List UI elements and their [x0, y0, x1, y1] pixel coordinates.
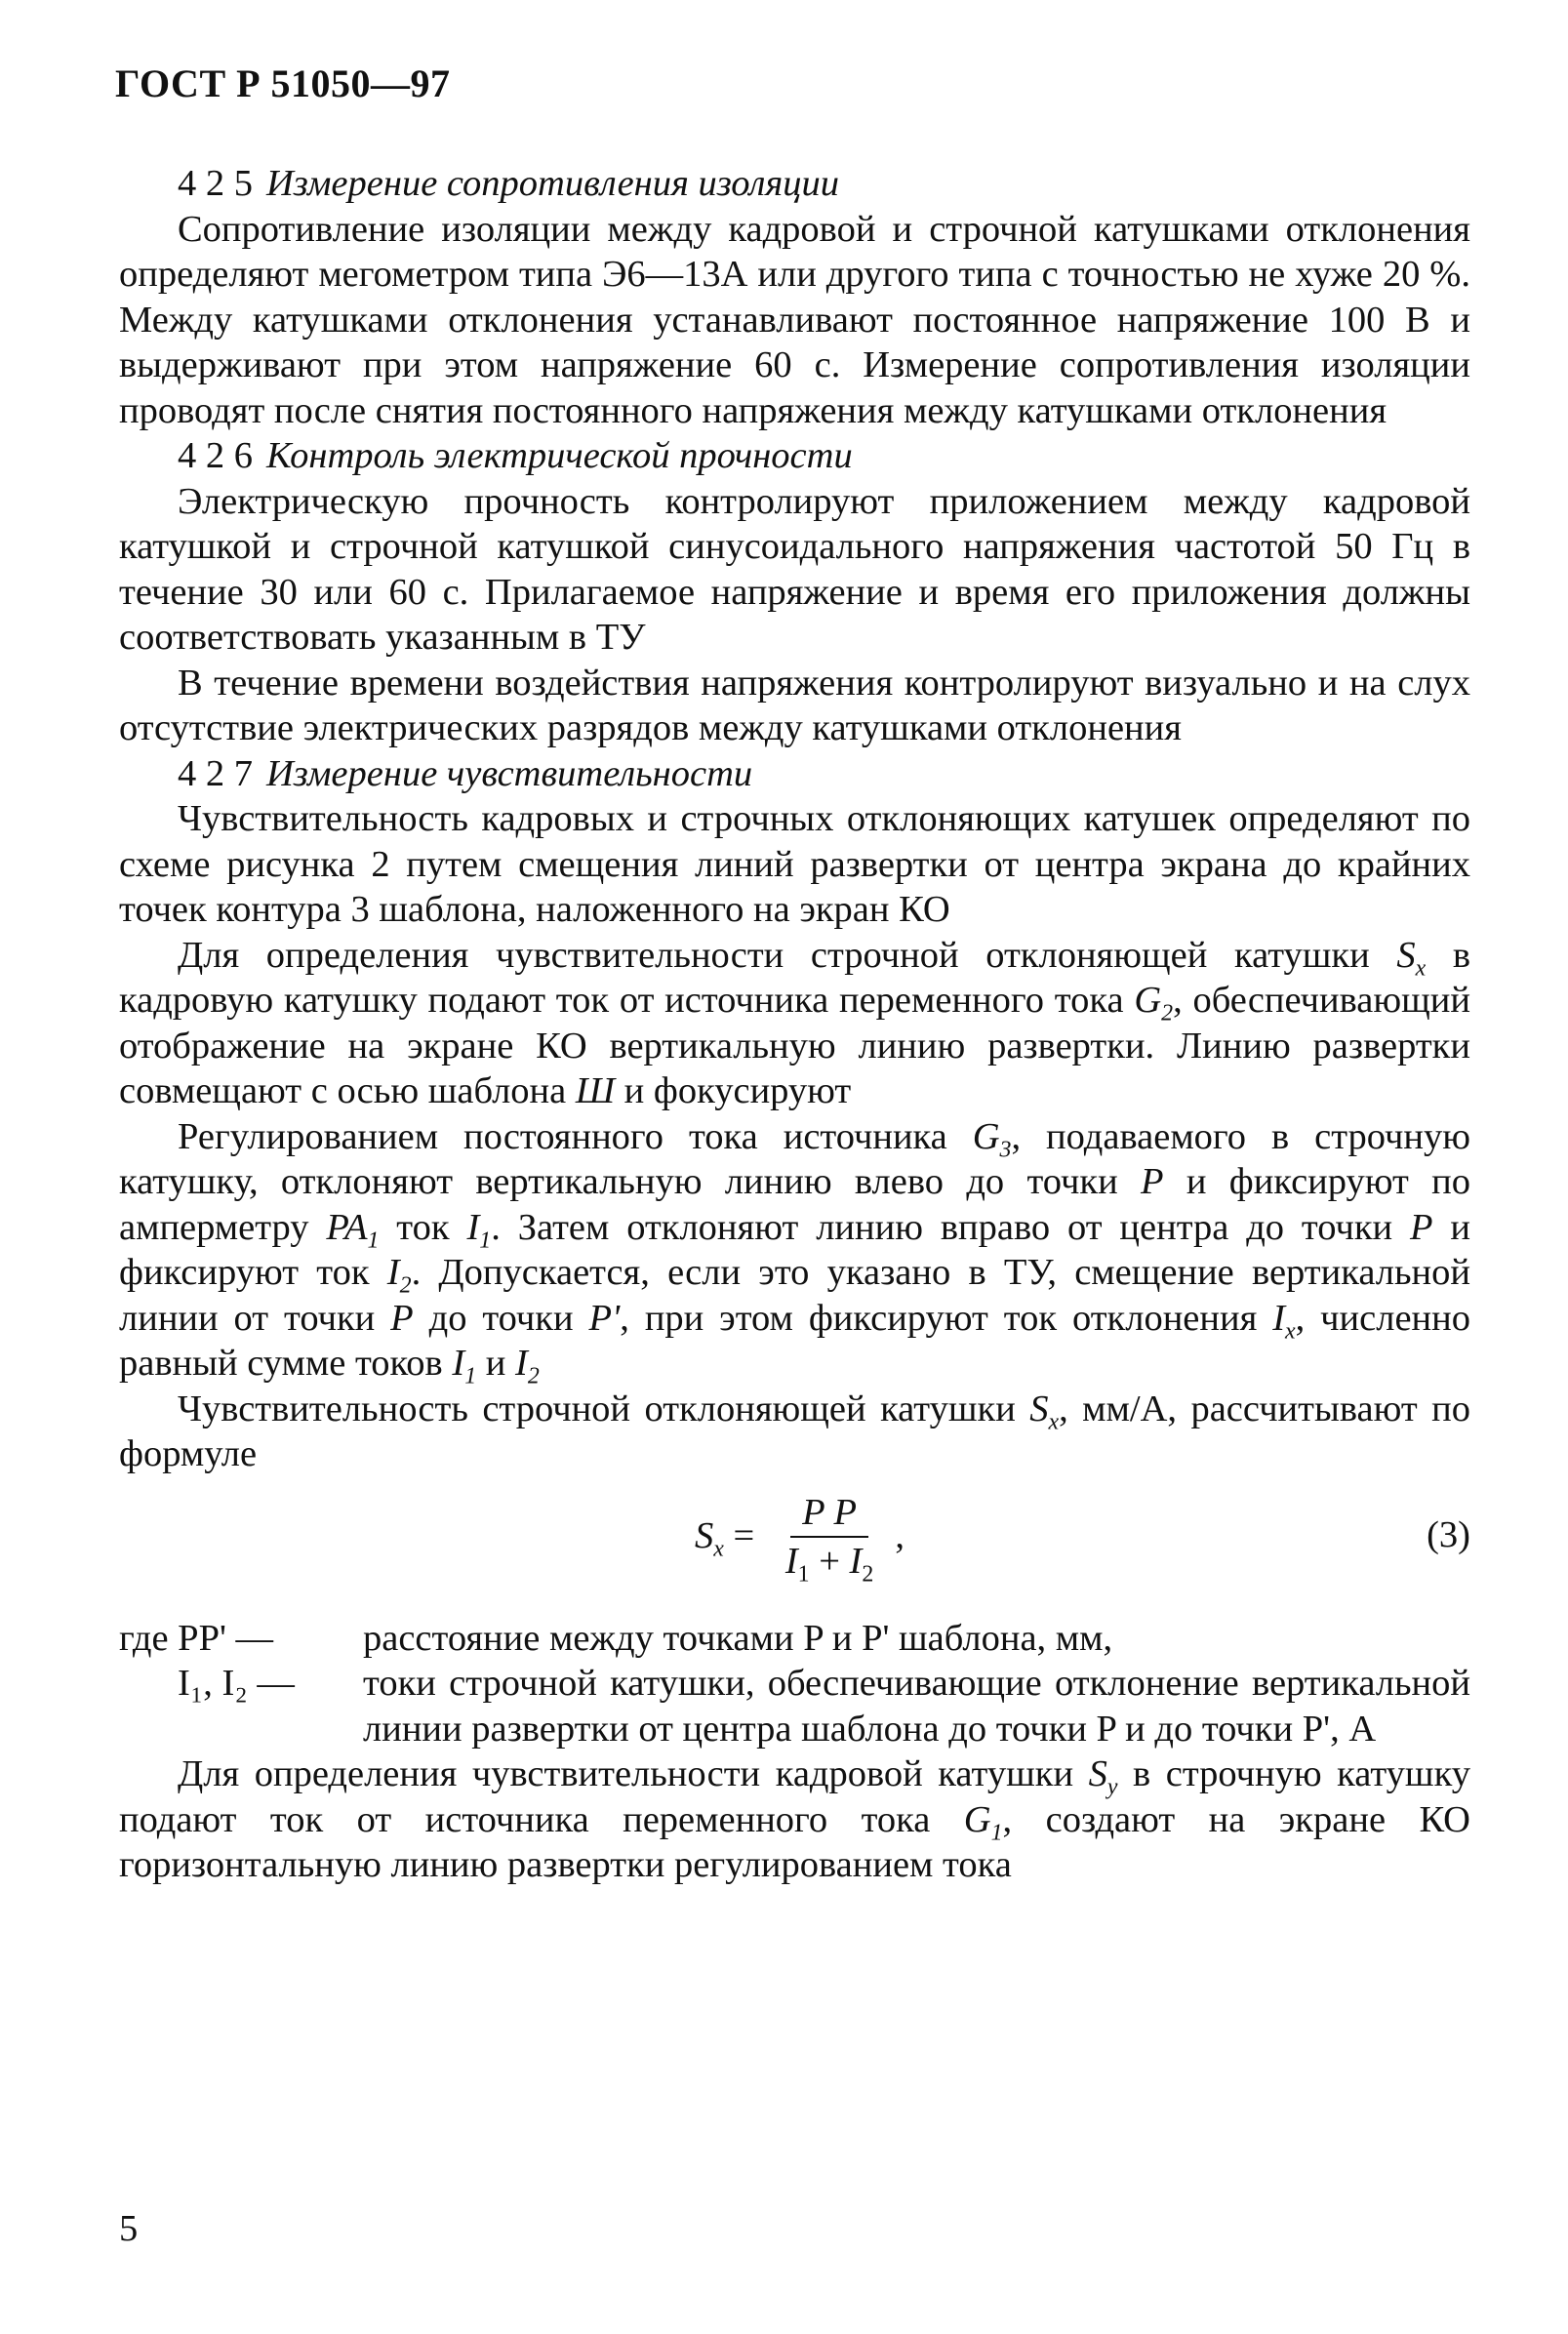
section-heading-4-2-6: 4 2 6 Контроль электрической прочности	[178, 435, 853, 476]
legend-row: I₁, I₂ — токи строчной катушки, обеспечивающие отклонение вертикальной линии развертки от центра шаблона до точки P и до точки P', А	[178, 1663, 1470, 1750]
symbol-sx: $S_x$	[1396, 934, 1427, 981]
symbol-p-prime: P'	[588, 1297, 621, 1339]
paragraph: Чувствительность кадровых и строчных отклоняющих катушек определяют по схеме рисунка 2 путем смещения линий развертки от центра экрана до крайних точек контура 3 шаблона, наложенного на экран КО	[119, 798, 1470, 930]
symbol-sx: $S_x$	[1029, 1388, 1060, 1434]
paragraph: Для определения чувствительности кадровой катушки $S_y$ в строчную катушку подают ток от источника переменного тока $G_1$, создают на экране КО горизонтальную линию развертки регулированием тока	[119, 1753, 1470, 1885]
formula-denominator: $I_1 + I_2$	[784, 1540, 874, 1587]
paragraph: Чувствительность строчной отклоняющей катушки $S_x$, мм/А, рассчитывают по формуле	[119, 1388, 1470, 1474]
symbol-sy: $S_y$	[1088, 1753, 1118, 1800]
symbol-ix: $I_x$	[1272, 1297, 1296, 1344]
page-number: 5	[119, 2208, 139, 2249]
symbol-g3: $G_3$	[972, 1115, 1012, 1162]
symbol-i1: $I_1$	[452, 1343, 477, 1389]
paragraph: Сопротивление изоляции между кадровой и строчной катушками отклонения определяют мегометром типа Э6—13А или другого типа с точностью не хуже 20 %. Между катушками отклонения устанавливают постоянное напряжение 100 В и выдерживают при этом напряжение 60 с. Измерение сопротивления изоляции проводят после снятия постоянного напряжения между катушками отклонения	[119, 208, 1470, 431]
formula-expression: $S_x$ = $\frac{\text{P P}}{I_1 + I_2}$ ,	[695, 1491, 905, 1587]
formula-number: (3)	[1427, 1513, 1470, 1555]
symbol-i2: $I_2$	[514, 1343, 540, 1389]
symbol-p: P	[1141, 1161, 1164, 1202]
formula-legend	[119, 1616, 1470, 1752]
paragraph: В течение времени воздействия напряжения контролируют визуально и на слух отсутствие электрических разрядов между катушками отклонения	[119, 662, 1470, 748]
legend-row: где PP' — расстояние между точками P и P' шаблона, мм,	[119, 1617, 1113, 1659]
section-heading-4-2-5: 4 2 5 Измерение сопротивления изоляции	[178, 163, 840, 204]
body-text	[119, 161, 1470, 1888]
symbol-sh: Ш	[575, 1070, 616, 1111]
symbol-i2: $I_2$	[386, 1252, 412, 1299]
symbol-g2: $G_2$	[1134, 980, 1174, 1026]
paragraph: Для определения чувствительности строчной отклоняющей катушки $S_x$ в кадровую катушку подают ток от источника переменного тока $G_2$, обеспечивающий отображение на экране КО вертикальную линию развертки. Линию развертки совмещают с осью шаблона Ш и фокусируют	[119, 934, 1471, 1111]
formula-numerator: P P	[790, 1491, 868, 1538]
symbol-g1: $G_1$	[963, 1798, 1003, 1845]
symbol-p: P	[390, 1297, 414, 1339]
symbol-i1: $I_1$	[466, 1206, 492, 1253]
symbol-pa1: $PA_1$	[326, 1206, 380, 1253]
paragraph: Электрическую прочность контролируют приложением между кадровой катушкой и строчной катушкой синусоидального напряжения частотой 50 Гц в течение 30 или 60 с. Прилагаемое напряжение и время его приложения должны соответствовать указанным в ТУ	[119, 480, 1470, 658]
formula-3	[119, 1483, 1470, 1620]
symbol-p: P	[1410, 1206, 1433, 1248]
standard-designation: ГОСТ Р 51050—97	[115, 61, 451, 105]
section-heading-4-2-7: 4 2 7 Измерение чувствительности	[178, 752, 753, 794]
paragraph: Регулированием постоянного тока источника $G_3$, подаваемого в строчную катушку, отклоняют вертикальную линию влево до точки P и фиксируют по амперметру $PA_1$ ток $I_1$. Затем отклоняют линию вправо от центра до точки P и фиксируют ток $I_2$. Допускается, если это указано в ТУ, смещение вертикальной линии от точки P до точки P', при этом фиксируют ток отклонения $I_x$, численно равный сумме токов $I_1$ и $I_2$	[119, 1115, 1470, 1389]
formula-fraction	[774, 1491, 886, 1587]
